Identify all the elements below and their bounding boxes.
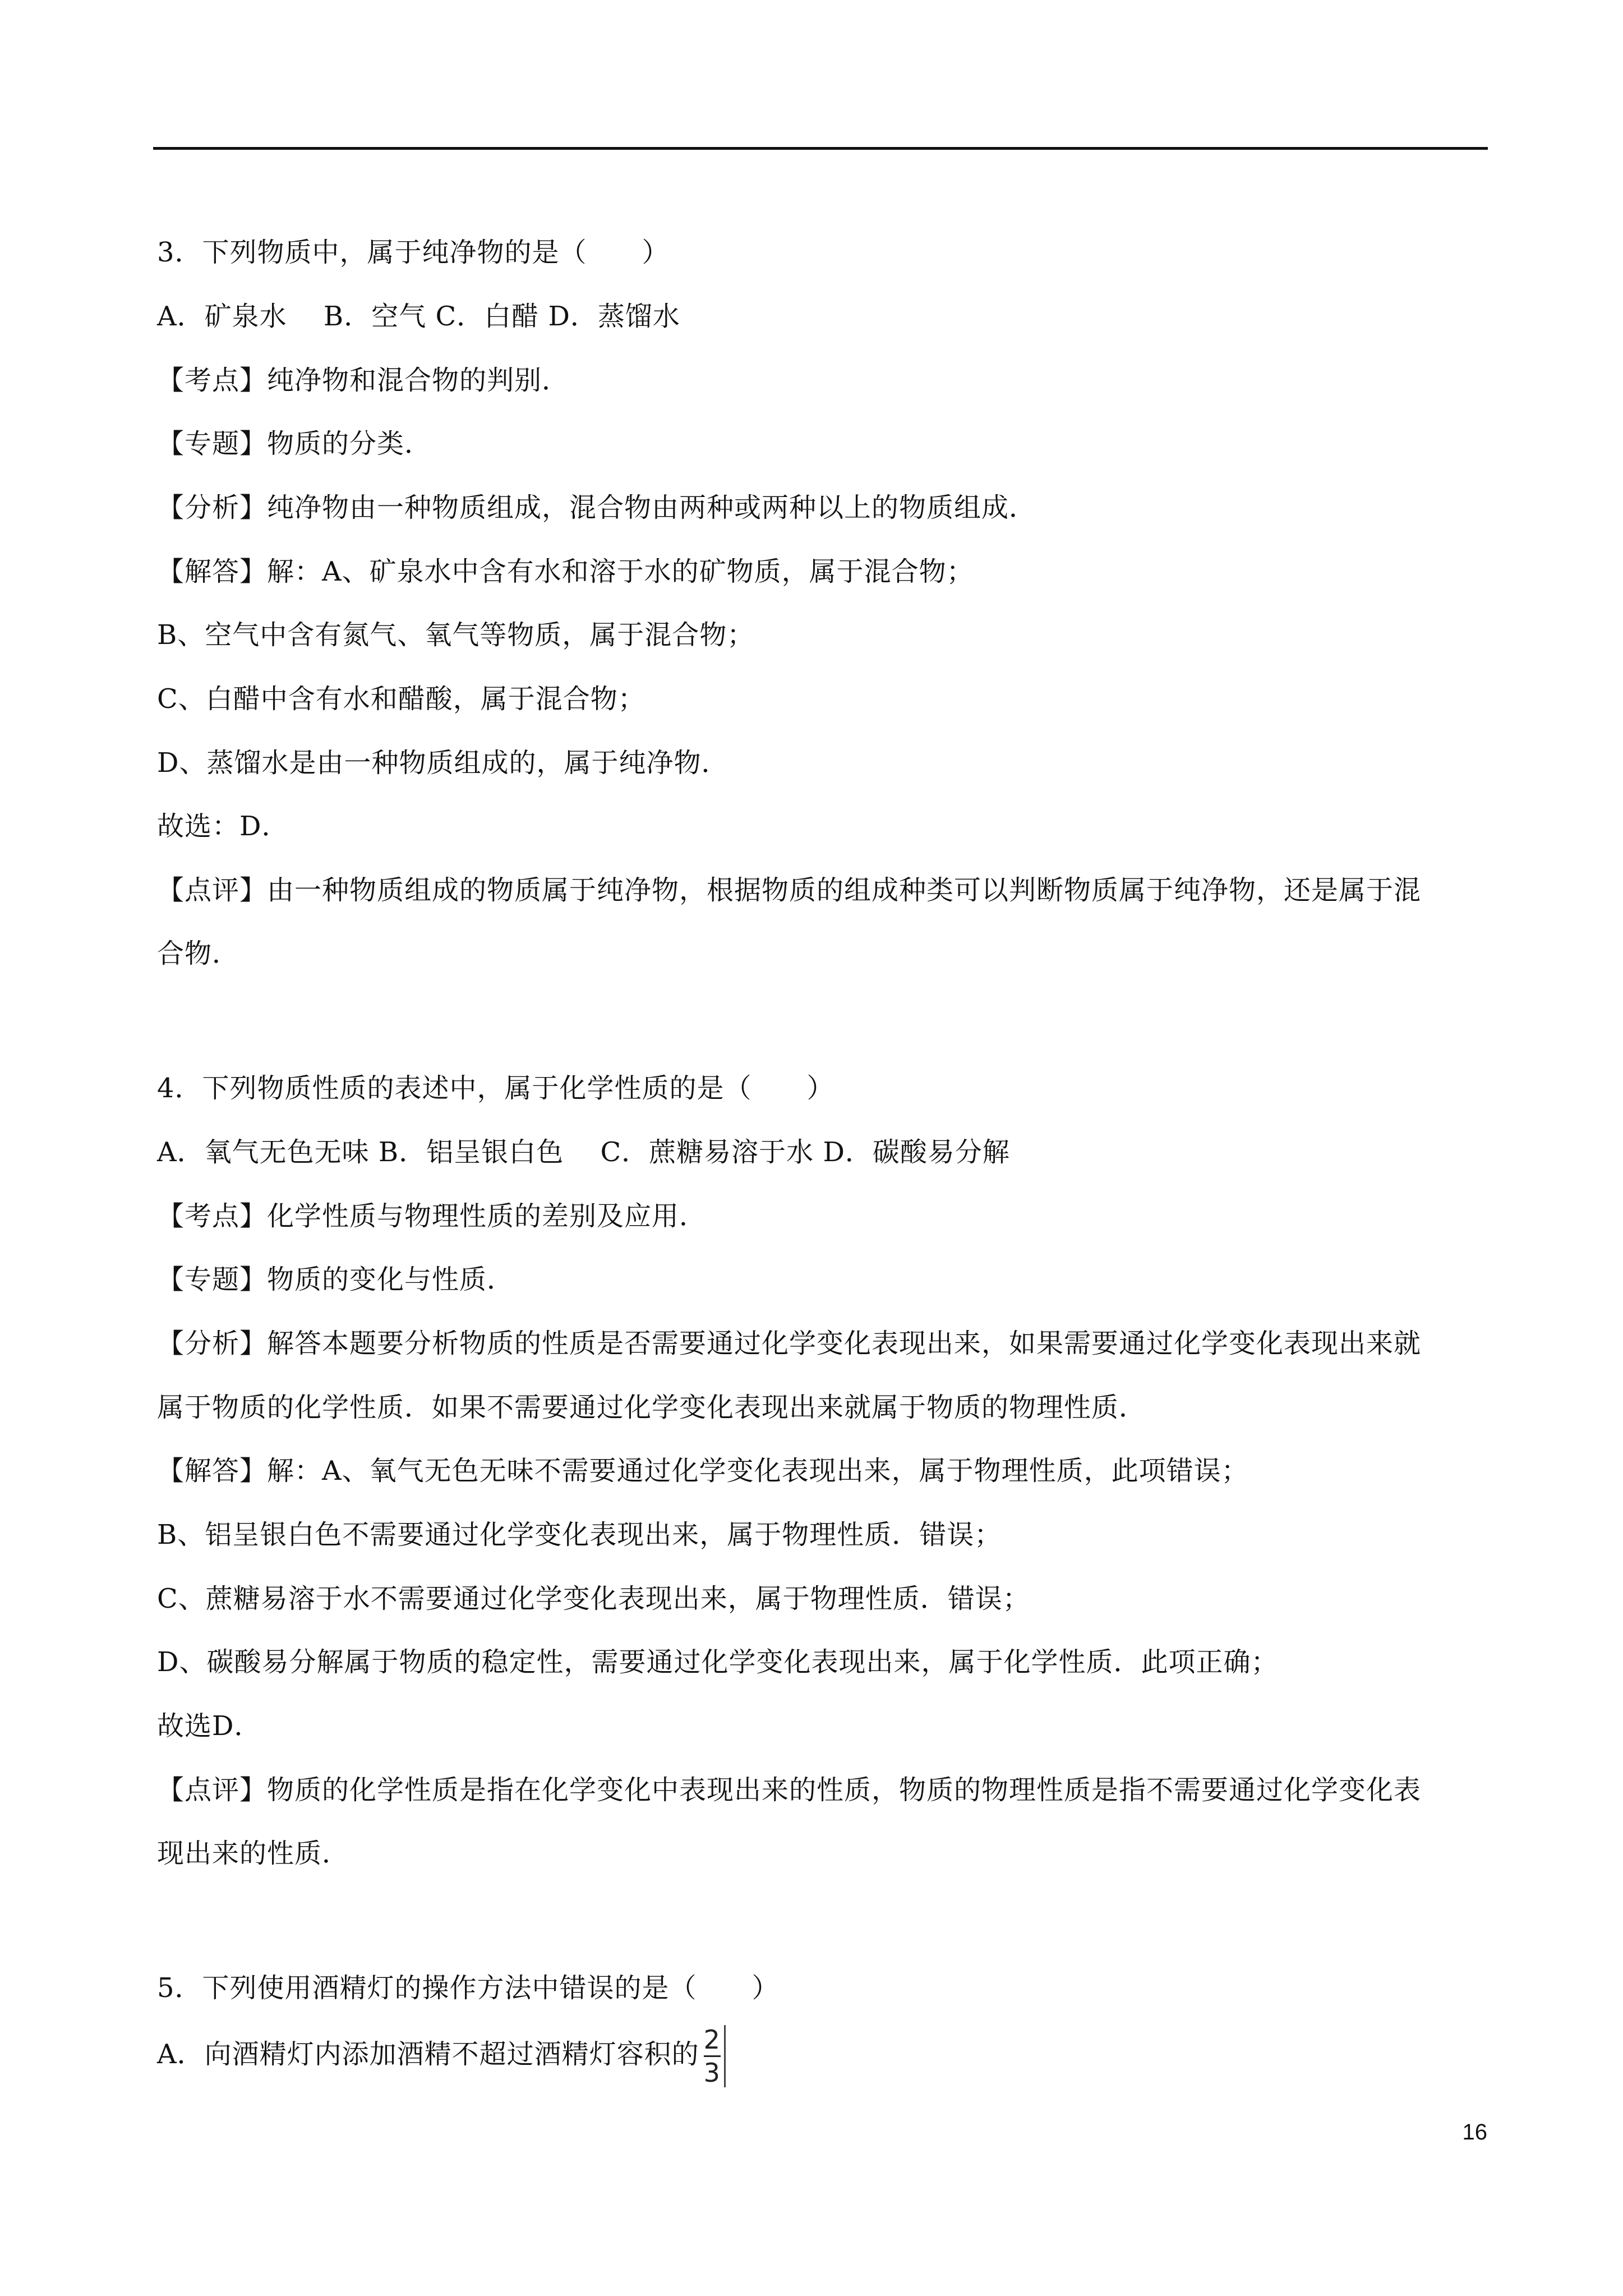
q4-fenxi: 属于物质的化学性质．如果不需要通过化学变化表现出来就属于物质的物理性质． <box>157 1392 1147 1423</box>
q3-answer: 故选：D． <box>157 811 289 842</box>
q4-stem: 4．下列物质性质的表述中，属于化学性质的是（ ） <box>157 1073 834 1104</box>
fraction-denominator: 3 <box>703 2058 721 2088</box>
q3-jieda-line: C、白醋中含有水和醋酸，属于混合物； <box>157 683 645 715</box>
fraction-numerator: 2 <box>703 2024 721 2055</box>
q3-stem: 3．下列物质中，属于纯净物的是（ ） <box>157 237 670 268</box>
q4-kaodian: 【考点】化学性质与物理性质的差别及应用． <box>157 1200 707 1232</box>
q4-dianping: 现出来的性质． <box>157 1838 350 1869</box>
q3-fenxi: 【分析】纯净物由一种物质组成，混合物由两种或两种以上的物质组成． <box>157 492 1037 523</box>
q3-zhuanti: 【专题】物质的分类． <box>157 428 432 459</box>
fraction-two-thirds <box>704 2025 726 2087</box>
q5-option-a <box>157 2021 726 2093</box>
page-number: 16 <box>1462 2120 1487 2145</box>
q4-jieda-line: 【解答】解：A、氧气无色无味不需要通过化学变化表现出来，属于物理性质，此项错误； <box>157 1455 1249 1487</box>
q4-answer: 故选D． <box>157 1710 262 1742</box>
q4-jieda-line: D、碳酸易分解属于物质的稳定性，需要通过化学变化表现出来，属于化学性质．此项正确； <box>157 1646 1279 1678</box>
q4-fenxi: 【分析】解答本题要分析物质的性质是否需要通过化学变化表现出来，如果需要通过化学变化表现出来就 <box>157 1328 1422 1359</box>
q3-kaodian: 【考点】纯净物和混合物的判别． <box>157 365 570 396</box>
fraction-bar <box>704 2055 721 2057</box>
q4-zhuanti: 【专题】物质的变化与性质． <box>157 1264 515 1295</box>
q5-option-a-text: A．向酒精灯内添加酒精不超过酒精灯容积的 <box>157 2039 699 2070</box>
q4-jieda-line: C、蔗糖易溶于水不需要通过化学变化表现出来，属于物理性质．错误； <box>157 1583 1030 1614</box>
q3-dianping: 【点评】由一种物质组成的物质属于纯净物，根据物质的组成种类可以判断物质属于纯净物，还是属于混 <box>157 875 1422 906</box>
header-rule <box>153 147 1488 150</box>
q3-dianping: 合物． <box>157 938 240 969</box>
q5-stem: 5．下列使用酒精灯的操作方法中错误的是（ ） <box>157 1972 780 2004</box>
q4-jieda-line: B、铝呈银白色不需要通过化学变化表现出来，属于物理性质．错误； <box>157 1519 1002 1550</box>
q3-options: A．矿泉水 B．空气 C．白醋 D．蒸馏水 <box>157 301 680 332</box>
q3-jieda-line: D、蒸馏水是由一种物质组成的，属于纯净物． <box>157 747 729 779</box>
q3-jieda-line: 【解答】解：A、矿泉水中含有水和溶于水的矿物质，属于混合物； <box>157 556 974 587</box>
q3-jieda-line: B、空气中含有氮气、氧气等物质，属于混合物； <box>157 619 755 651</box>
q4-dianping: 【点评】物质的化学性质是指在化学变化中表现出来的性质，物质的物理性质是指不需要通过化学变化表 <box>157 1774 1422 1806</box>
q4-options: A．氧气无色无味 B．铝呈银白色 C．蔗糖易溶于水 D．碳酸易分解 <box>157 1137 1010 1168</box>
